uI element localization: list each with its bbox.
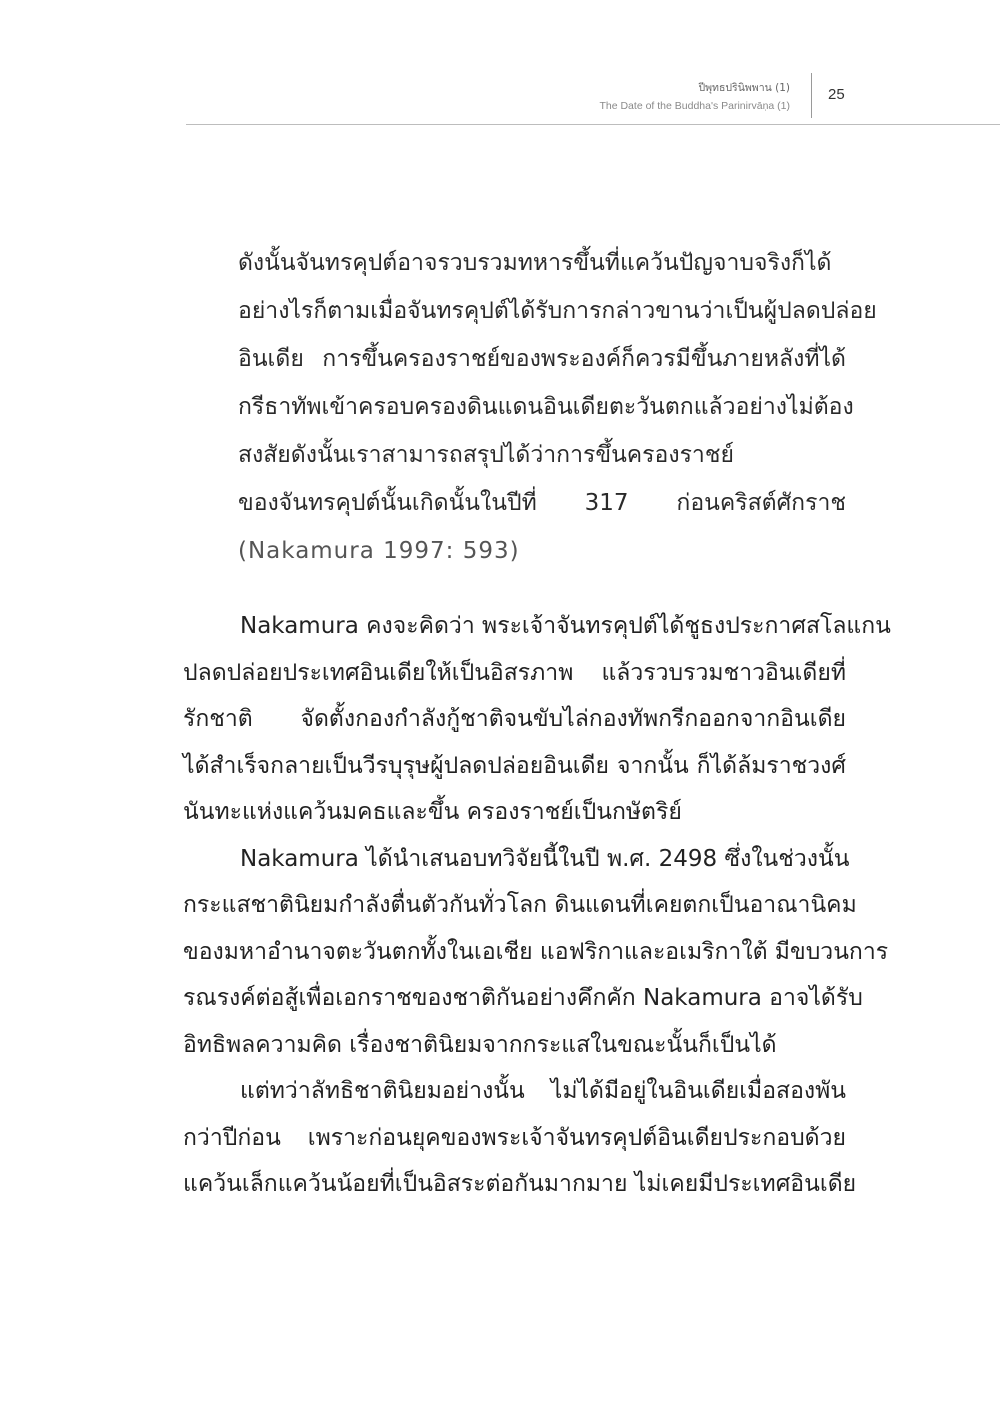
- paragraph-line: กว่าปีก่อน เพราะก่อนยุคของพระเจ้าจันทรคุปต์อินเดียประกอบด้วย: [183, 1124, 846, 1151]
- paragraph-line: รักชาติ จัดตั้งกองกำลังกู้ชาติจนขับไล่กองทัพกรีกออกจากอินเดีย: [183, 706, 846, 732]
- paragraph: [183, 836, 889, 1069]
- running-head-english-title: The Date of the Buddha's Parinirvāṇa (1): [599, 100, 790, 112]
- paragraph: [183, 1068, 857, 1208]
- body-text: [183, 603, 891, 1208]
- paragraph-line: นันทะแห่งแคว้นมคธและขึ้น ครองราชย์เป็นกษัตริย์: [183, 799, 682, 825]
- paragraph-line: กระแสชาตินิยมกำลังตื่นตัวกันทั่วโลก ดินแดนที่เคยตกเป็นอาณานิคม: [183, 892, 857, 918]
- running-head: [370, 80, 790, 114]
- paragraph-line: แต่ทว่าลัทธิชาตินิยมอย่างนั้น ไม่ได้มีอยู่ในอินเดียเมื่อสองพัน: [240, 1078, 846, 1104]
- header-divider: [811, 73, 812, 118]
- paragraph-line: ปลดปล่อยประเทศอินเดียให้เป็นอิสรภาพ แล้วรวบรวมชาวอินเดียที่: [183, 659, 846, 686]
- quote-line: อินเดีย การขึ้นครองราชย์ของพระองค์ก็ควรมีขึ้นภายหลังที่ได้: [238, 346, 846, 372]
- quote-line: ดังนั้นจันทรคุปต์อาจรวบรวมทหารขึ้นที่แคว้นปัญจาบจริงก็ได้: [238, 250, 832, 276]
- paragraph-line: อิทธิพลความคิด เรื่องชาตินิยมจากกระแสในขณะนั้นก็เป็นได้: [183, 1031, 777, 1058]
- paragraph-line: รณรงค์ต่อสู้เพื่อเอกราชของชาติกันอย่างคึกคัก Nakamura อาจได้รับ: [183, 985, 863, 1011]
- running-head-thai-title: ปีพุทธปรินิพพาน (1): [698, 82, 790, 94]
- paragraph-line: ของมหาอำนาจตะวันตกทั้งในเอเชีย แอฟริกาและอเมริกาใต้ มีขบวนการ: [183, 938, 889, 965]
- paragraph-line: ได้สำเร็จกลายเป็นวีรบุรุษผู้ปลดปล่อยอินเดีย จากนั้น ก็ได้ล้มราชวงศ์: [183, 752, 846, 779]
- quote-citation: (Nakamura 1997: 593): [238, 538, 520, 564]
- page-number: 25: [828, 86, 845, 103]
- quote-line: ของจันทรคุปต์นั้นเกิดนั้นในปีที่ 317 ก่อนคริสต์ศักราช: [238, 490, 846, 516]
- quote-line: กรีธาทัพเข้าครอบครองดินแดนอินเดียตะวันตกแล้วอย่างไม่ต้อง: [238, 394, 854, 420]
- paragraph-line: Nakamura ได้นำเสนอบทวิจัยนี้ในปี พ.ศ. 2498 ซึ่งในช่วงนั้น: [240, 845, 850, 872]
- block-quote: [238, 239, 877, 575]
- paragraph-line: Nakamura คงจะคิดว่า พระเจ้าจันทรคุปต์ได้ชูธงประกาศสโลแกน: [240, 613, 891, 639]
- paragraph: [183, 603, 891, 836]
- quote-line: อย่างไรก็ตามเมื่อจันทรคุปต์ได้รับการกล่าวขานว่าเป็นผู้ปลดปล่อย: [238, 298, 877, 324]
- quote-line: สงสัยดังนั้นเราสามารถสรุปได้ว่าการขึ้นครองราชย์: [238, 442, 734, 468]
- paragraph-line: แคว้นเล็กแคว้นน้อยที่เป็นอิสระต่อกันมากมาย ไม่เคยมีประเทศอินเดีย: [183, 1171, 857, 1197]
- header-rule: [186, 124, 1000, 125]
